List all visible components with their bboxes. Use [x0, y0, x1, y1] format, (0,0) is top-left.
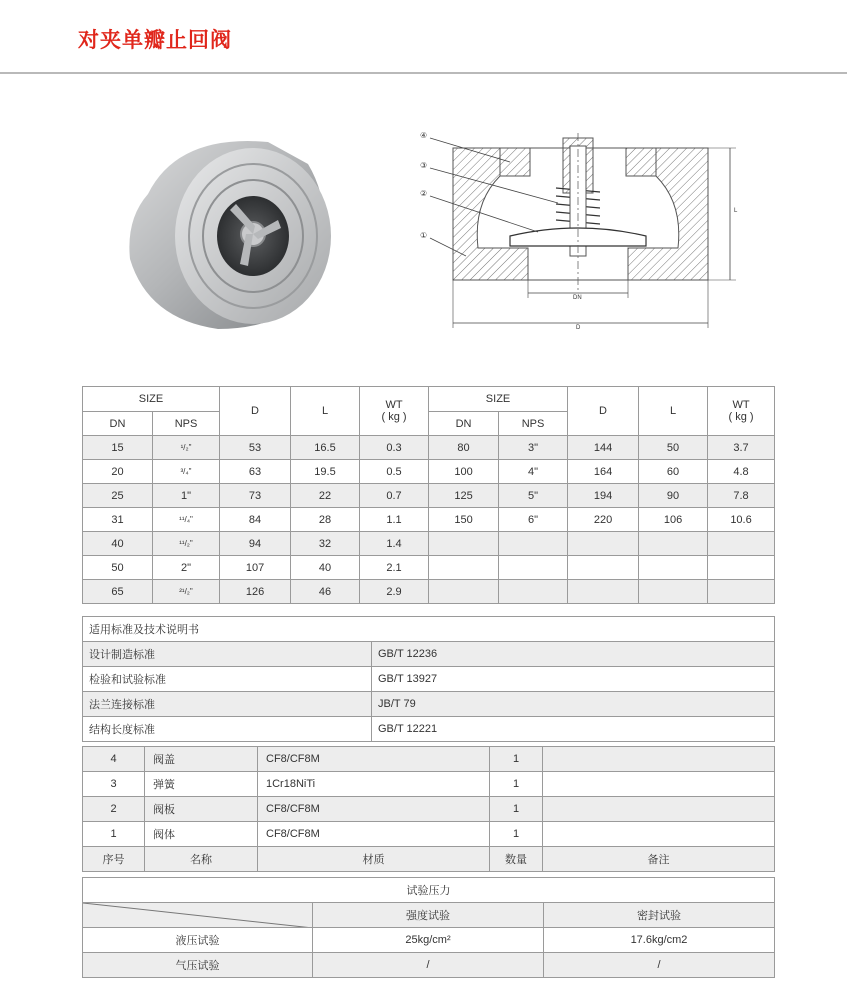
- part-name: 弹簧: [145, 772, 258, 797]
- table-row: [83, 692, 775, 717]
- callout-4: ④: [420, 131, 428, 140]
- cell-dn: 20: [83, 460, 153, 484]
- size-table: [82, 386, 775, 604]
- cell-wt: 0.7: [360, 484, 429, 508]
- cell-l: 40: [291, 556, 360, 580]
- header-l-left: L: [291, 387, 360, 436]
- cell-wt: 2.1: [360, 556, 429, 580]
- cell-dn: [429, 556, 499, 580]
- dim-l-label: L: [734, 208, 738, 214]
- cell-d: 144: [568, 436, 639, 460]
- cell-dn: 31: [83, 508, 153, 532]
- cell-wt: [708, 580, 775, 604]
- cell-wt: [708, 532, 775, 556]
- test-pressure-table: [82, 877, 775, 978]
- part-no: 4: [83, 747, 145, 772]
- part-qty: 1: [490, 797, 543, 822]
- cell-dn: 40: [83, 532, 153, 556]
- standards-table: [82, 616, 775, 742]
- cell-nps: 2": [153, 556, 220, 580]
- header-nps-left: NPS: [153, 412, 220, 436]
- header-l-right: L: [639, 387, 708, 436]
- part-no: 3: [83, 772, 145, 797]
- header-dn-right: DN: [429, 412, 499, 436]
- table-row: [83, 508, 775, 532]
- table-row: [83, 436, 775, 460]
- cell-wt: 4.8: [708, 460, 775, 484]
- cell-wt: [708, 556, 775, 580]
- header-wt-right: [708, 387, 775, 436]
- standard-label: 法兰连接标准: [83, 692, 372, 717]
- cell-l: [639, 532, 708, 556]
- cell-d: 63: [220, 460, 291, 484]
- table-row: [83, 667, 775, 692]
- cell-d: 84: [220, 508, 291, 532]
- header-wt-left: [360, 387, 429, 436]
- header-size-right: SIZE: [429, 387, 568, 412]
- parts-header-row: [83, 847, 775, 872]
- cell-wt: 1.1: [360, 508, 429, 532]
- cell-nps: 6": [499, 508, 568, 532]
- cell-wt: 0.3: [360, 436, 429, 460]
- cell-nps: [499, 556, 568, 580]
- standard-label: 检验和试验标准: [83, 667, 372, 692]
- cell-l: 106: [639, 508, 708, 532]
- part-material: CF8/CF8M: [258, 822, 490, 847]
- table-row: [83, 928, 775, 953]
- part-note: [543, 772, 775, 797]
- standard-value: GB/T 12236: [372, 642, 775, 667]
- cell-d: 126: [220, 580, 291, 604]
- cell-l: 22: [291, 484, 360, 508]
- standard-value: JB/T 79: [372, 692, 775, 717]
- part-no: 2: [83, 797, 145, 822]
- cell-d: 164: [568, 460, 639, 484]
- cell-dn: 65: [83, 580, 153, 604]
- cell-nps: ¹¹/₂": [153, 532, 220, 556]
- standard-label: 结构长度标准: [83, 717, 372, 742]
- standards-heading: 适用标准及技术说明书: [83, 617, 775, 642]
- cell-l: 28: [291, 508, 360, 532]
- test-seal: /: [544, 953, 775, 978]
- cell-nps: ¹/₂": [153, 436, 220, 460]
- cell-nps: [499, 580, 568, 604]
- part-material: 1Cr18NiTi: [258, 772, 490, 797]
- cell-nps: ¹¹/₄": [153, 508, 220, 532]
- table-row: [83, 953, 775, 978]
- callout-2: ②: [420, 189, 428, 198]
- cell-l: 90: [639, 484, 708, 508]
- part-qty: 1: [490, 747, 543, 772]
- table-row: [83, 642, 775, 667]
- part-name: 阀盖: [145, 747, 258, 772]
- cell-l: 60: [639, 460, 708, 484]
- header-seal: 密封试验: [544, 903, 775, 928]
- cell-d: 220: [568, 508, 639, 532]
- cell-l: [639, 580, 708, 604]
- cell-d: 53: [220, 436, 291, 460]
- header-dn-left: DN: [83, 412, 153, 436]
- dim-dn-label: DN: [573, 295, 582, 301]
- table-row: [83, 822, 775, 847]
- callout-3: ③: [420, 161, 428, 170]
- cell-nps: 5": [499, 484, 568, 508]
- table-row: [83, 484, 775, 508]
- cell-dn: [429, 532, 499, 556]
- header-strength: 强度试验: [313, 903, 544, 928]
- part-note: [543, 822, 775, 847]
- cell-dn: 50: [83, 556, 153, 580]
- valve-photo: [118, 124, 348, 339]
- cell-l: 16.5: [291, 436, 360, 460]
- section-drawing: [418, 128, 748, 338]
- test-label: 液压试验: [83, 928, 313, 953]
- page-title: 对夹单瓣止回阀: [78, 28, 232, 52]
- part-name: 阀板: [145, 797, 258, 822]
- cell-dn: [429, 580, 499, 604]
- part-material: CF8/CF8M: [258, 797, 490, 822]
- cell-nps: ²¹/₂": [153, 580, 220, 604]
- cell-d: [568, 580, 639, 604]
- standard-value: GB/T 12221: [372, 717, 775, 742]
- cell-wt: 10.6: [708, 508, 775, 532]
- cell-d: 194: [568, 484, 639, 508]
- cell-dn: 125: [429, 484, 499, 508]
- cell-d: 94: [220, 532, 291, 556]
- header-wt-label: WT: [732, 399, 750, 411]
- callout-1: ①: [420, 231, 428, 240]
- cell-wt: 2.9: [360, 580, 429, 604]
- cell-wt: 3.7: [708, 436, 775, 460]
- cell-dn: 80: [429, 436, 499, 460]
- cell-dn: 150: [429, 508, 499, 532]
- header-material: 材质: [258, 847, 490, 872]
- header-d-right: D: [568, 387, 639, 436]
- diagonal-header-cell: [83, 903, 313, 928]
- header-d-left: D: [220, 387, 291, 436]
- header-divider: [0, 72, 847, 74]
- header-size-left: SIZE: [83, 387, 220, 412]
- part-no: 1: [83, 822, 145, 847]
- table-row: [83, 460, 775, 484]
- header-wt-unit: ( kg ): [381, 411, 407, 423]
- table-row: [83, 772, 775, 797]
- cell-dn: 15: [83, 436, 153, 460]
- standard-value: GB/T 13927: [372, 667, 775, 692]
- cell-d: [568, 532, 639, 556]
- cell-wt: 1.4: [360, 532, 429, 556]
- part-qty: 1: [490, 772, 543, 797]
- header-name: 名称: [145, 847, 258, 872]
- header-wt-label: WT: [385, 399, 403, 411]
- cell-l: [639, 556, 708, 580]
- table-row: [83, 717, 775, 742]
- header-wt-unit: ( kg ): [728, 411, 754, 423]
- parts-table: [82, 746, 775, 872]
- cell-wt: 0.5: [360, 460, 429, 484]
- table-row: [83, 532, 775, 556]
- table-row: [83, 556, 775, 580]
- standard-label: 设计制造标准: [83, 642, 372, 667]
- test-strength: 25kg/cm²: [313, 928, 544, 953]
- cell-l: 50: [639, 436, 708, 460]
- part-qty: 1: [490, 822, 543, 847]
- cell-nps: 1": [153, 484, 220, 508]
- cell-dn: 25: [83, 484, 153, 508]
- part-name: 阀体: [145, 822, 258, 847]
- dim-d-label: D: [576, 325, 581, 331]
- cell-nps: 3": [499, 436, 568, 460]
- test-strength: /: [313, 953, 544, 978]
- cell-nps: ³/₄": [153, 460, 220, 484]
- part-note: [543, 747, 775, 772]
- cell-l: 32: [291, 532, 360, 556]
- test-heading: 试验压力: [83, 878, 775, 903]
- cell-d: [568, 556, 639, 580]
- header-no: 序号: [83, 847, 145, 872]
- table-row: [83, 797, 775, 822]
- table-row: [83, 580, 775, 604]
- diagonal-line: [83, 903, 313, 928]
- table-row: [83, 747, 775, 772]
- header-qty: 数量: [490, 847, 543, 872]
- part-material: CF8/CF8M: [258, 747, 490, 772]
- cell-l: 19.5: [291, 460, 360, 484]
- cell-nps: [499, 532, 568, 556]
- cell-l: 46: [291, 580, 360, 604]
- test-seal: 17.6kg/cm2: [544, 928, 775, 953]
- cell-nps: 4": [499, 460, 568, 484]
- cell-d: 73: [220, 484, 291, 508]
- header-nps-right: NPS: [499, 412, 568, 436]
- test-label: 气压试验: [83, 953, 313, 978]
- cell-d: 107: [220, 556, 291, 580]
- part-note: [543, 797, 775, 822]
- cell-dn: 100: [429, 460, 499, 484]
- header-note: 备注: [543, 847, 775, 872]
- cell-wt: 7.8: [708, 484, 775, 508]
